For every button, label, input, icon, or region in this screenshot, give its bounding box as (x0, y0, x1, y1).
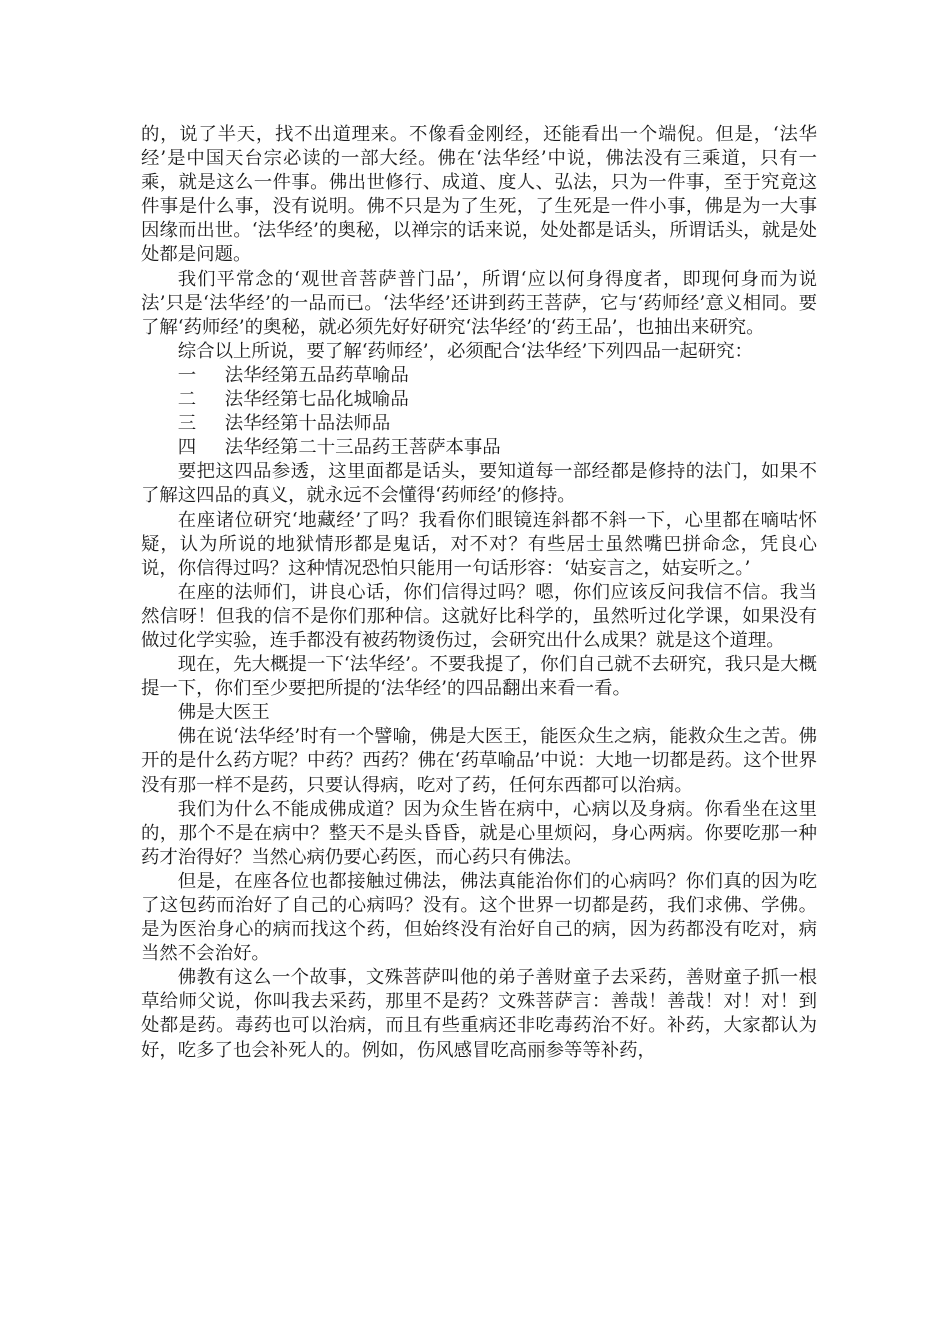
list-number: 四 (177, 437, 197, 459)
list-text: 法华经第十品法师品 (224, 413, 391, 435)
paragraph: 要把这四品参透，这里面都是话头，要知道每一部经都是修持的法门，如果不了解这四品的真义，就永远不会懂得‘药师经’的修持。 (141, 461, 817, 507)
numbered-list (141, 364, 817, 460)
list-text: 法华经第五品药草喻品 (224, 364, 409, 386)
document-page (141, 123, 817, 1063)
list-item (141, 436, 817, 460)
list-item (141, 412, 817, 436)
paragraph: 现在，先大概提一下‘法华经’。不要我提了，你们自己就不去研究，我只是大概提一下，你们至少要把所提的‘法华经’的四品翻出来看一看。 (141, 654, 817, 700)
list-number: 一 (177, 364, 197, 386)
list-text: 法华经第七品化城喻品 (224, 389, 409, 411)
list-text: 法华经第二十三品药王菩萨本事品 (224, 437, 501, 459)
paragraph: 佛教有这么一个故事，文殊菩萨叫他的弟子善财童子去采药，善财童子抓一根草给师父说，你叫我去采药，那里不是药？文殊菩萨言：善哉！善哉！对！对！到处都是药。毒药也可以治病，而且有些重病还非吃毒药治不好。补药，大家都认为好，吃多了也会补死人的。例如，伤风感冒吃高丽参等等补药， (141, 967, 817, 1061)
paragraph: 综合以上所说，要了解‘药师经’，必须配合‘法华经’下列四品一起研究： (177, 340, 753, 362)
paragraph: 的，说了半天，找不出道理来。不像看金刚经，还能看出一个端倪。但是，‘法华经’是中国天台宗必读的一部大经。佛在‘法华经’中说，佛法没有三乘道，只有一乘，就是这么一件事。佛出世修行、成道、度人、弘法，只为一件事，至于究竟这件事是什么事，没有说明。佛不只是为了生死，了生死是一件小事，佛是为一大事因缘而出世。‘法华经’的奥秘，以禅宗的话来说，处处都是话头，所谓话头，就是处处都是问题。 (141, 124, 817, 266)
list-item (141, 364, 817, 388)
paragraph: 我们平常念的‘观世音菩萨普门品’，所谓‘应以何身得度者，即现何身而为说法’只是‘法华经’的一品而已。‘法华经’还讲到药王菩萨，它与‘药师经’意义相同。要了解‘药师经’的奥秘，就必须先好好研究‘法华经’的‘药王品’，也抽出来研究。 (141, 268, 817, 338)
list-number: 二 (177, 389, 197, 411)
paragraph: 但是，在座各位也都接触过佛法，佛法真能治你们的心病吗？你们真的因为吃了这包药而治好了自己的心病吗？没有。这个世界一切都是药，我们求佛、学佛。是为医治身心的病而找这个药，但始终没有治好自己的病，因为药都没有吃对，病当然不会治好。 (141, 870, 817, 965)
list-number: 三 (177, 413, 197, 435)
paragraph: 在座的法师们，讲良心话，你们信得过吗？嗯，你们应该反问我信不信。我当然信呀！但我的信不是你们那种信。这就好比科学的，虽然听过化学课，如果没有做过化学实验，连手都没有被药物烫伤过，会研究出什么成果？就是这个道理。 (141, 581, 817, 651)
paragraph: 在座诸位研究‘地藏经’了吗？我看你们眼镜连斜都不斜一下，心里都在嘀咕怀疑，认为所说的地狱情形都是鬼话，对不对？有些居士虽然嘴巴拼命念，凭良心说，你信得过吗？这种情况恐怕只能用一句话形容：‘姑妄言之，姑妄听之。’ (141, 509, 817, 579)
paragraph: 我们为什么不能成佛成道？因为众生皆在病中，心病以及身病。你看坐在这里的，那个不是在病中？整天不是头昏昏，就是心里烦闷，身心两病。你要吃那一种药才治得好？当然心病仍要心药医，而心药只有佛法。 (141, 798, 817, 868)
section-heading: 佛是大医王 (177, 702, 270, 724)
list-item (141, 388, 817, 412)
paragraph: 佛在说‘法华经’时有一个譬喻，佛是大医王，能医众生之病，能救众生之苦。佛开的是什么药方呢？中药？西药？佛在‘药草喻品’中说：大地一切都是药。这个世界没有那一样不是药，只要认得病，吃对了药，任何东西都可以治病。 (141, 726, 817, 796)
